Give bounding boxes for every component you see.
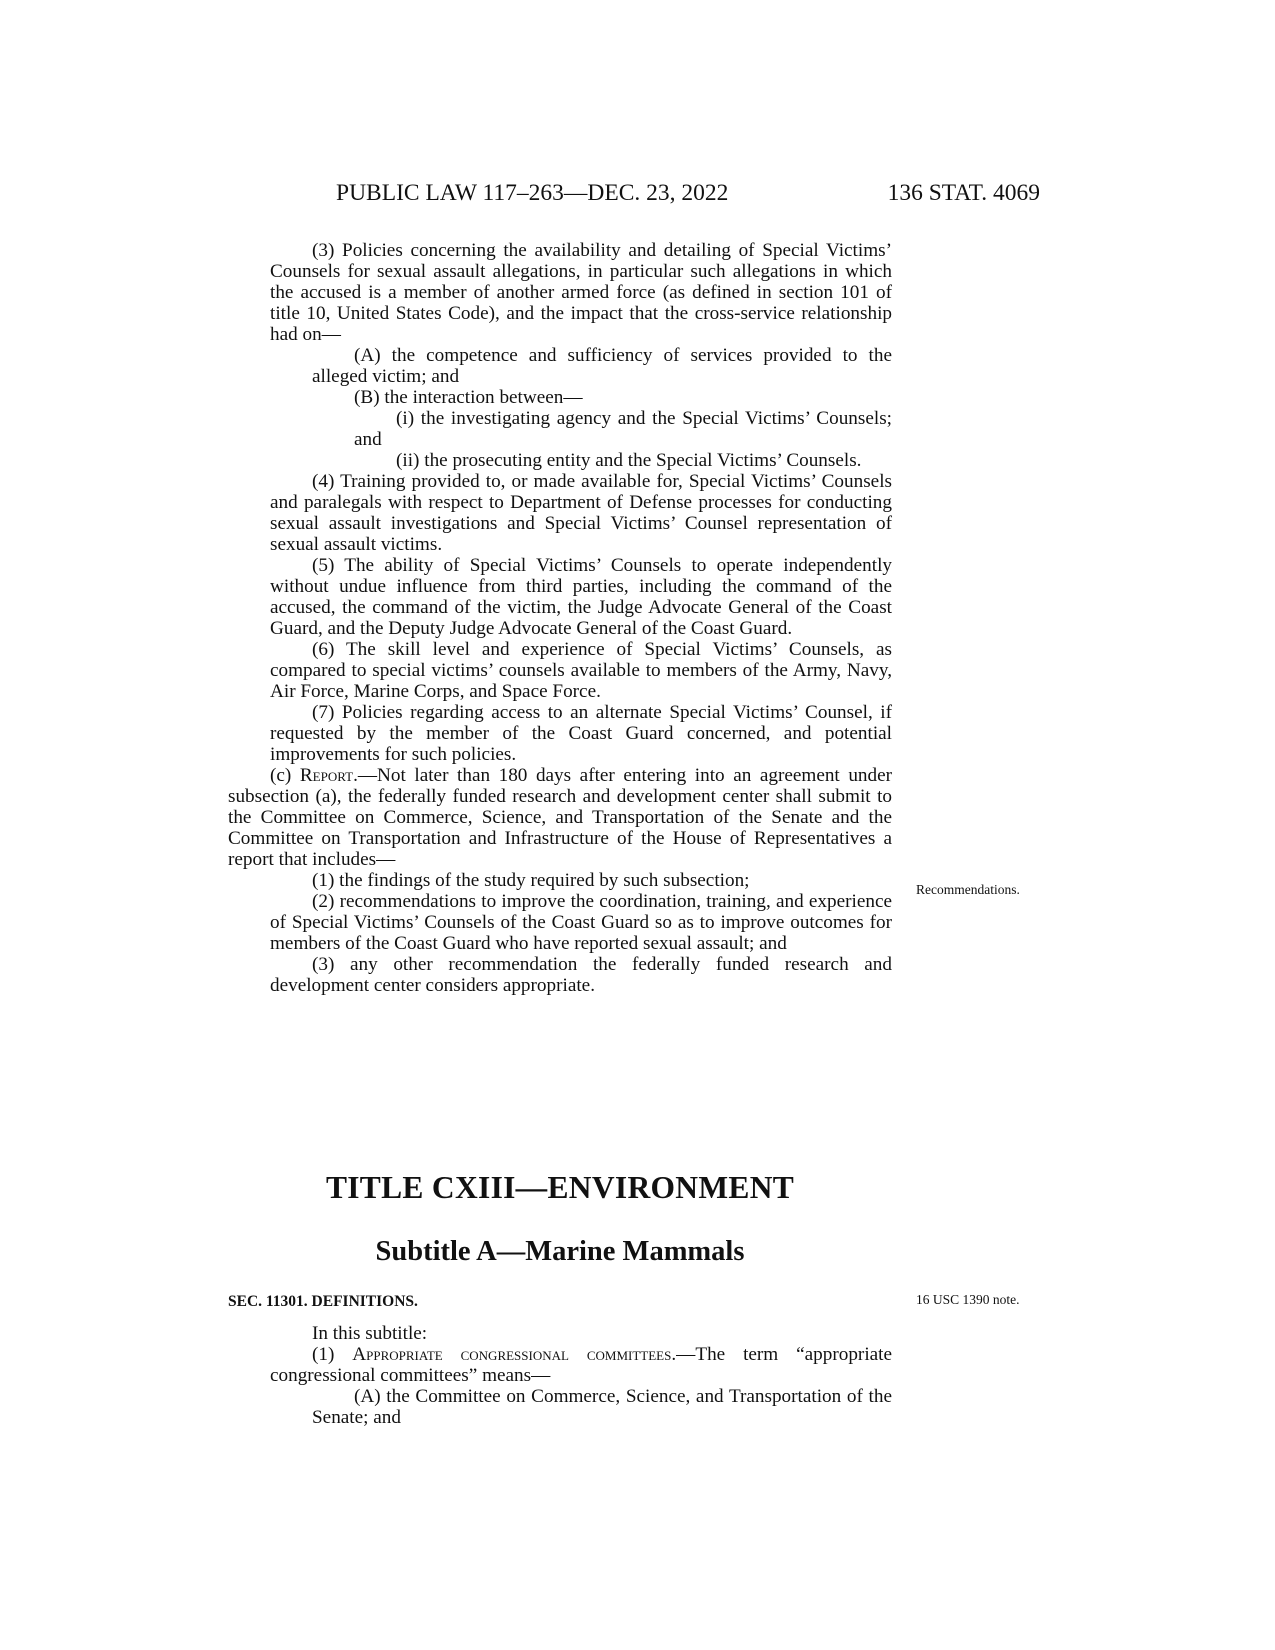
report-text: .—Not later than 180 days after entering into an agreement under subsection (a), the federally funded research and development center shall submit to the Committee on Commerce, Science, and Transportation of the Senate and the Committee on Transportation and Infrastructure of the House of Representatives a report that includes— — [228, 765, 893, 870]
report-item-3: (3) any other recommendation the federally funded research and development center considers appropriate. — [270, 954, 892, 996]
paragraph-6: (6) The skill level and experience of Special Victims’ Counsels, as compared to special victims’ counsels available to members of the Army, Navy, Air Force, Marine Corps, and Space Force. — [270, 639, 892, 702]
definition-item-1-text: .—The term “appropriate congressional committees” means— — [270, 1344, 893, 1386]
definition-item-1 — [228, 1344, 892, 1386]
paragraph-3-B: (B) the interaction between— — [354, 387, 583, 408]
margin-note-usc: 16 USC 1390 note. — [916, 1292, 1020, 1307]
header-law-citation: PUBLIC LAW 117–263—DEC. 23, 2022 — [336, 180, 729, 206]
title-heading: TITLE CXIII—ENVIRONMENT — [325, 1170, 795, 1205]
report-heading: Report — [299, 765, 354, 786]
section-body — [228, 1313, 892, 1428]
paragraph-3: (3) Policies concerning the availability and detailing of Special Victims’ Counsels for sexual assault allegations, in particular such allegations in which the accused is a member of another armed force (as defined in section 101 of title 10, United States Code), and the impact that the cross-service relationship had on— — [270, 240, 892, 345]
document-body — [228, 240, 892, 996]
margin-note-recommendations: Recommendations. — [916, 882, 1020, 897]
paragraph-3-A: (A) the competence and sufficiency of services provided to the alleged victim; and — [312, 345, 892, 387]
definition-term: Appropriate congressional committees — [352, 1344, 672, 1365]
paragraph-3-B-ii: (ii) the prosecuting entity and the Special Victims’ Counsels. — [396, 450, 862, 471]
report-item-2: (2) recommendations to improve the coordination, training, and experience of Special Victims’ Counsels of the Coast Guard so as to improve outcomes for members of the Coast Guard who have reported sexual assault; and — [270, 891, 892, 954]
subsection-c-report — [228, 765, 892, 870]
definition-item-1-number: (1) — [312, 1344, 335, 1365]
definition-item-A: (A) the Committee on Commerce, Science, and Transportation of the Senate; and — [312, 1386, 892, 1428]
section-intro: In this subtitle: — [312, 1323, 428, 1344]
subsection-c-label: (c) — [270, 765, 292, 786]
paragraph-4: (4) Training provided to, or made available for, Special Victims’ Counsels and paralegals with respect to Department of Defense processes for conducting sexual assault investigations and Special Victims’ Counsel representation of sexual assault victims. — [270, 471, 892, 555]
subtitle-heading: Subtitle A—Marine Mammals — [375, 1236, 745, 1267]
paragraph-3-B-i: (i) the investigating agency and the Special Victims’ Counsels; and — [354, 408, 892, 450]
paragraph-5: (5) The ability of Special Victims’ Counsels to operate independently without undue influence from third parties, including the command of the accused, the command of the victim, the Judge Advocate General of the Coast Guard, and the Deputy Judge Advocate General of the Coast Guard. — [270, 555, 892, 639]
paragraph-7: (7) Policies regarding access to an alternate Special Victims’ Counsel, if requested by the member of the Coast Guard concerned, and potential improvements for such policies. — [270, 702, 892, 765]
page-header — [336, 180, 1040, 214]
report-item-1: (1) the findings of the study required by such subsection; — [312, 870, 750, 891]
section-heading: SEC. 11301. DEFINITIONS. — [228, 1293, 418, 1310]
header-stat-page: 136 STAT. 4069 — [887, 180, 1040, 206]
